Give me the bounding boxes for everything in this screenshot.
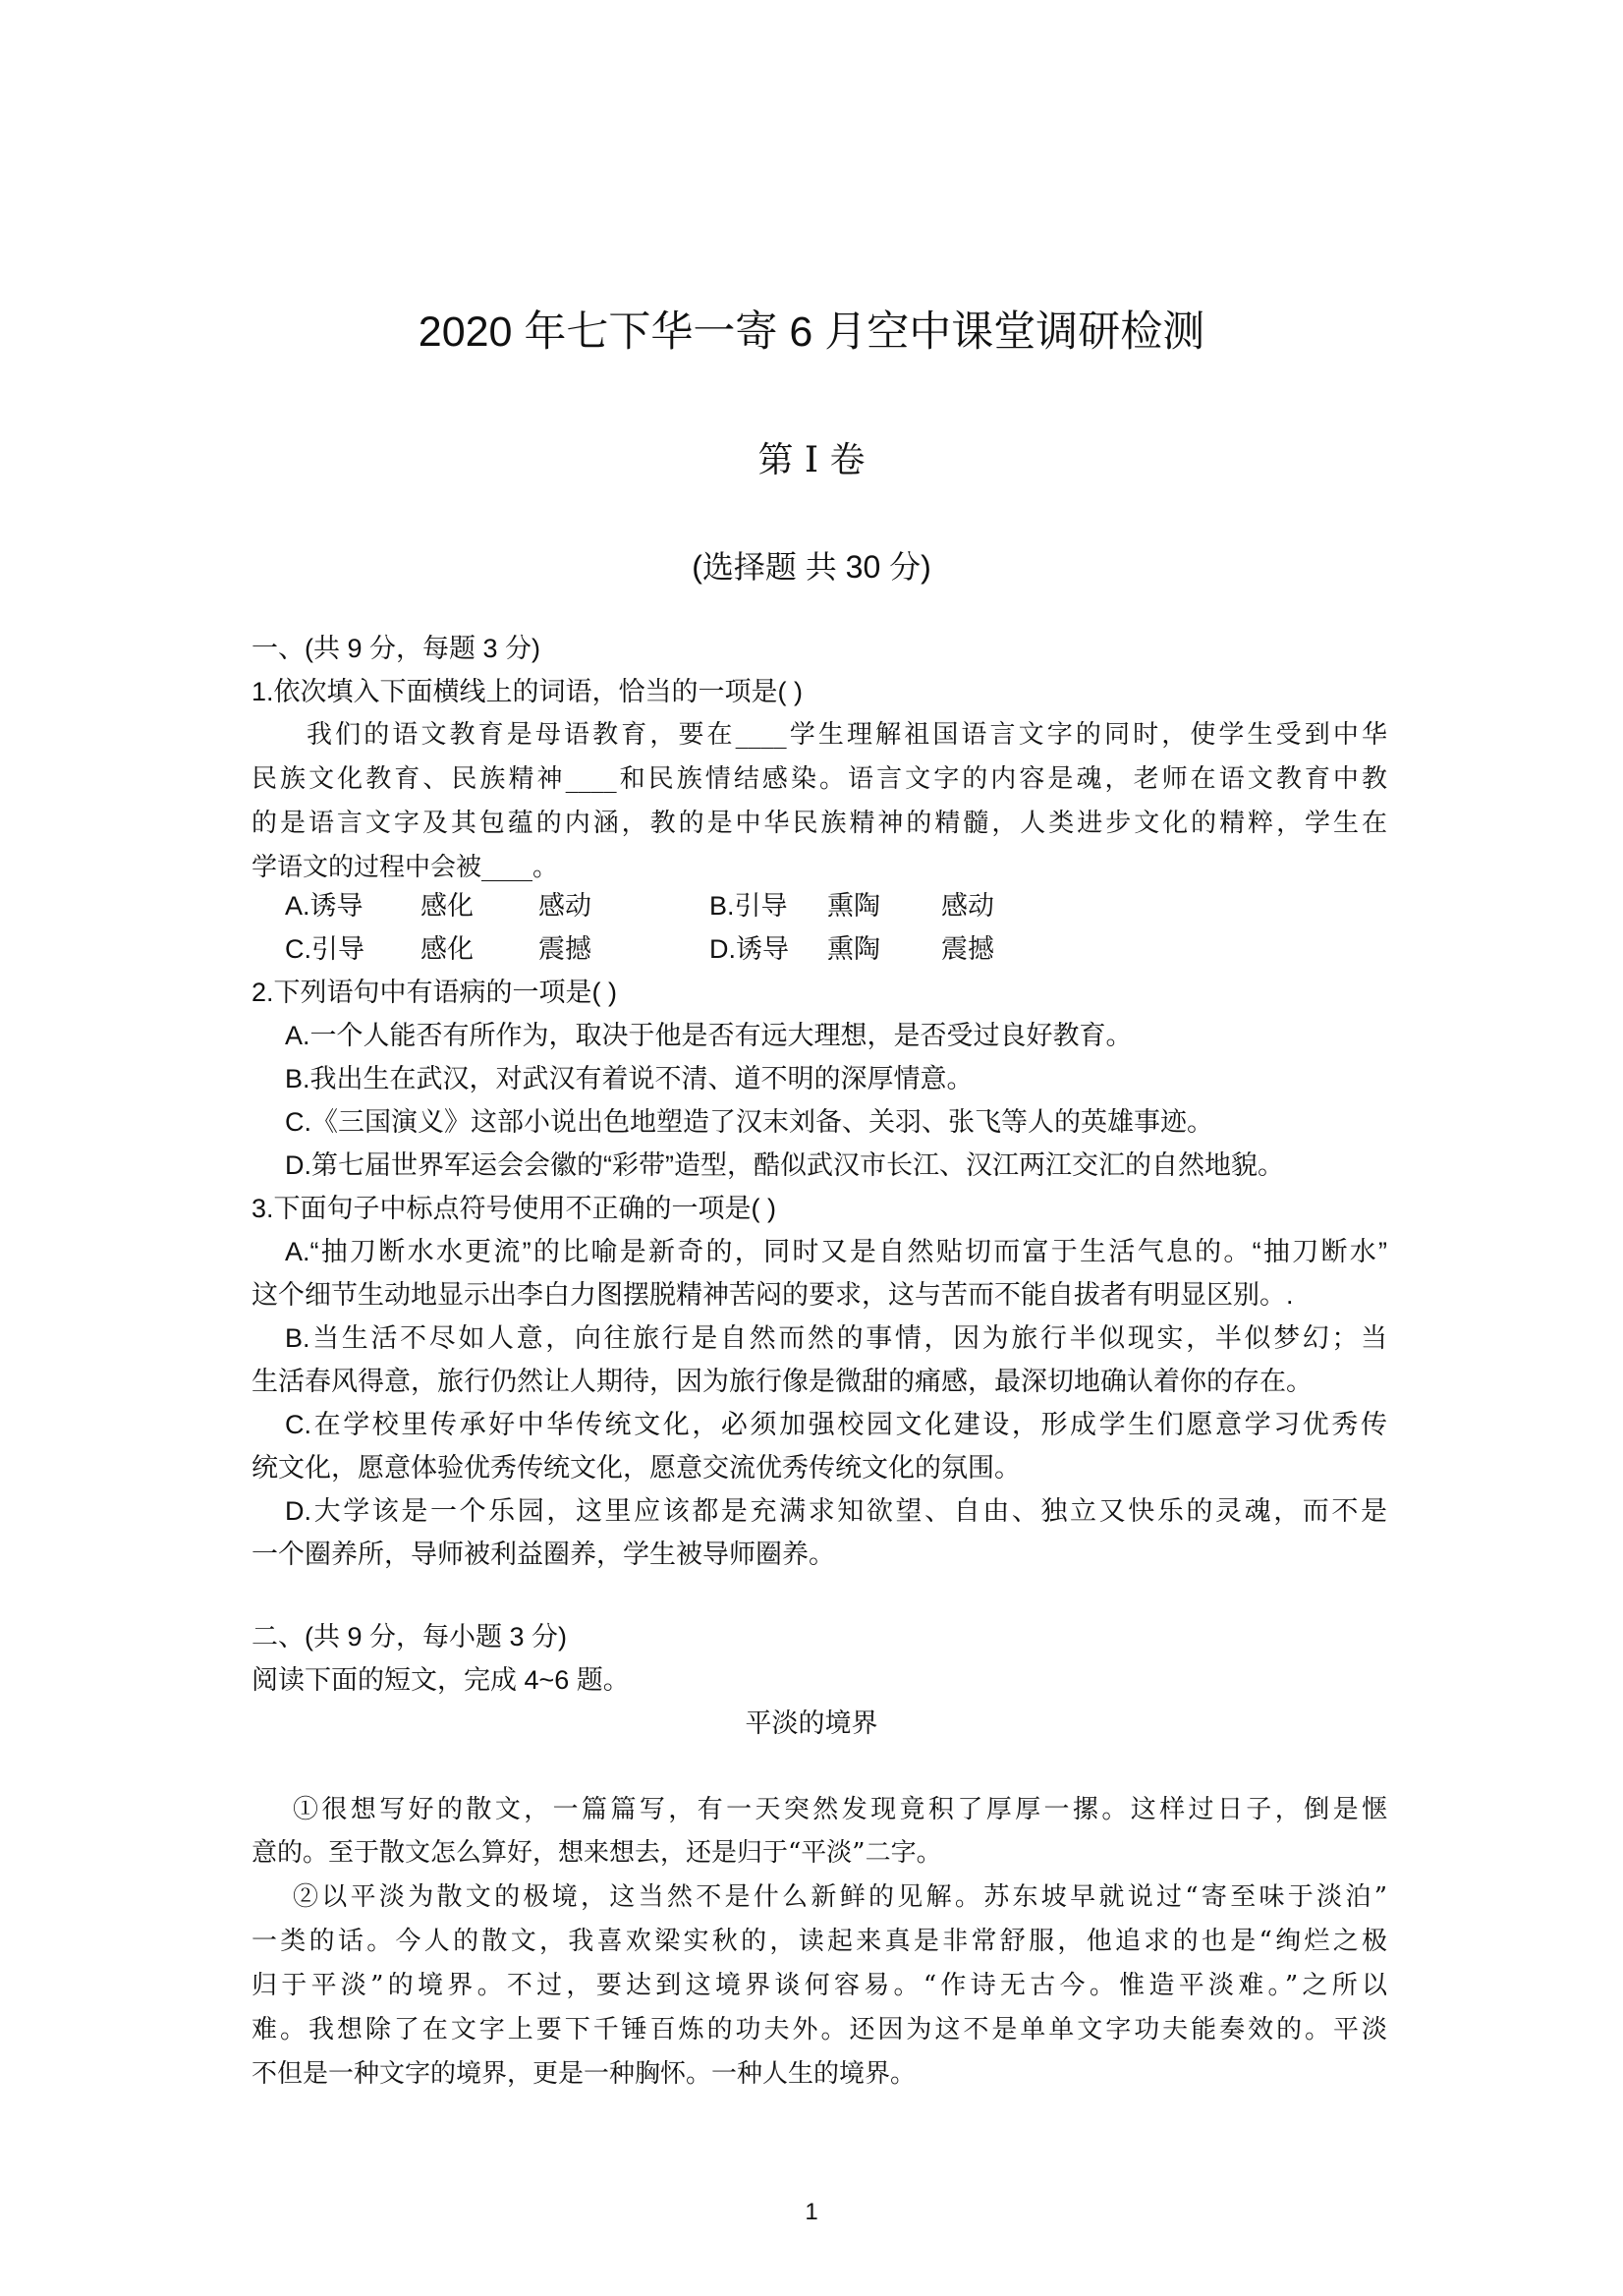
q1-option-d-2: 熏陶 <box>827 934 880 964</box>
article-title: 平淡的境界 <box>745 1708 878 1738</box>
q1-option-b-3: 感动 <box>941 891 994 921</box>
q1-option-c-3: 震撼 <box>538 934 591 964</box>
q2-option-d: D.第七届世界军运会会徽的“彩带”造型，酷似武汉市长江、汉江两江交汇的自然地貌。 <box>285 1150 1284 1180</box>
q1-passage-line: 我们的语文教育是母语教育，要在____学生理解祖国语言文字的同时，使学生受到中华 <box>307 720 1387 750</box>
q3-option-d-line: D.大学该是一个乐园，这里应该都是充满求知欲望、自由、独立又快乐的灵魂，而不是 <box>285 1496 1387 1526</box>
q2-option-b: B.我出生在武汉，对武汉有着说不清、道不明的深厚情意。 <box>285 1064 974 1093</box>
q1-passage-line: 学语文的过程中会被____。 <box>252 853 559 882</box>
q1-option-b-2: 熏陶 <box>827 891 880 921</box>
article-paragraph-line: 意的。至于散文怎么算好，想来想去，还是归于“平淡”二字。 <box>252 1838 942 1868</box>
article-paragraph-line: 归于平淡”的境界。不过，要达到这境界谈何容易。“作诗无古今。惟造平淡难。”之所以 <box>252 1971 1387 2000</box>
q1-option-d-1: D.诱导 <box>709 934 789 964</box>
article-paragraph-line: ①很想写好的散文，一篇篇写，有一天突然发现竟积了厚厚一摞。这样过日子，倒是惬 <box>293 1795 1387 1824</box>
q1-option-c-2: 感化 <box>420 934 474 964</box>
q1-option-a-3: 感动 <box>538 891 591 921</box>
section-2-header: 二、(共 9 分，每小题 3 分) <box>252 1622 568 1652</box>
q3-stem: 3.下面句子中标点符号使用不正确的一项是( ) <box>252 1194 777 1223</box>
volume-label: 第 I 卷 <box>757 440 866 480</box>
article-paragraph-line: 难。我想除了在文字上要下千锤百炼的功夫外。还因为这不是单单文字功夫能奏效的。平淡 <box>252 2015 1387 2044</box>
q3-option-a-line: A.“抽刀断水水更流”的比喻是新奇的，同时又是自然贴切而富于生活气息的。“抽刀断水” <box>285 1237 1387 1266</box>
q3-option-a-line: 这个细节生动地显示出李白力图摆脱精神苦闷的要求，这与苦而不能自拔者有明显区别。. <box>252 1280 1294 1310</box>
article-paragraph-line: ②以平淡为散文的极境，这当然不是什么新鲜的见解。苏东坡早就说过“寄至味于淡泊” <box>293 1882 1387 1912</box>
q1-passage-line: 的是语言文字及其包蕴的内涵，教的是中华民族精神的精髓，人类进步文化的精粹，学生在 <box>252 809 1387 838</box>
q2-stem: 2.下列语句中有语病的一项是( ) <box>252 978 618 1007</box>
q3-option-c-line: C.在学校里传承好中华传统文化，必须加强校园文化建设，形成学生们愿意学习优秀传 <box>285 1410 1387 1439</box>
q3-option-b-line: 生活春风得意，旅行仍然让人期待，因为旅行像是微甜的痛感，最深切地确认着你的存在。 <box>252 1367 1313 1396</box>
q1-option-a-2: 感化 <box>420 891 474 921</box>
q1-option-c-1: C.引导 <box>285 934 364 964</box>
q3-option-d-line: 一个圈养所，导师被利益圈养，学生被导师圈养。 <box>252 1540 835 1569</box>
section-1-header: 一、(共 9 分，每题 3 分) <box>252 634 541 663</box>
q1-option-b-1: B.引导 <box>709 891 788 921</box>
q1-stem: 1.依次填入下面横线上的词语，恰当的一项是( ) <box>252 677 804 706</box>
volume-subtitle: (选择题 共 30 分) <box>692 549 931 585</box>
q2-option-a: A.一个人能否有所作为，取决于他是否有远大理想，是否受过良好教育。 <box>285 1021 1133 1050</box>
q3-option-b-line: B.当生活不尽如人意，向往旅行是自然而然的事情，因为旅行半似现实，半似梦幻；当 <box>285 1323 1387 1353</box>
q2-option-c: C.《三国演义》这部小说出色地塑造了汉末刘备、关羽、张飞等人的英雄事迹。 <box>285 1107 1213 1137</box>
q1-option-d-3: 震撼 <box>941 934 994 964</box>
page-title: 2020 年七下华一寄 6 月空中课堂调研检测 <box>418 308 1205 356</box>
section-2-instruction: 阅读下面的短文，完成 4~6 题。 <box>252 1665 630 1695</box>
article-paragraph-line: 不但是一种文字的境界，更是一种胸怀。一种人生的境界。 <box>252 2059 917 2089</box>
q3-option-c-line: 统文化，愿意体验优秀传统文化，愿意交流优秀传统文化的氛围。 <box>252 1453 1021 1483</box>
page-number: 1 <box>805 2199 818 2225</box>
article-paragraph-line: 一类的话。今人的散文，我喜欢梁实秋的，读起来真是非常舒服，他追求的也是“绚烂之极 <box>252 1927 1387 1956</box>
q1-option-a-1: A.诱导 <box>285 891 364 921</box>
q1-passage-line: 民族文化教育、民族精神____和民族情结感染。语言文字的内容是魂，老师在语文教育中教 <box>252 764 1387 794</box>
